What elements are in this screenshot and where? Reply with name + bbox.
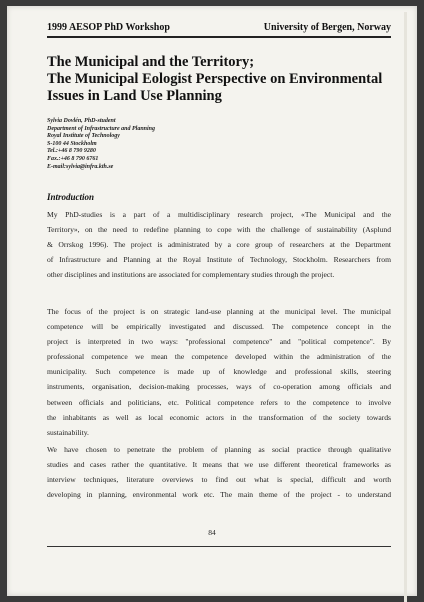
- text-line: municipality. Such competence is made up of knowledge and professional skills, steering: [47, 367, 391, 377]
- author-fax: Fax.:+46 8 790 6761: [47, 155, 99, 162]
- title-line: The Municipal Eologist Perspective on Environmental: [47, 71, 383, 87]
- text-line: competence will be empirically investigated and discussed. The competence concept in the: [47, 322, 391, 332]
- text-line: We have chosen to penetrate the problem of planning as social practice through qualitative: [47, 445, 391, 454]
- title-line: The Municipal and the Territory;: [47, 54, 255, 70]
- author-address: S-100 44 Stockholm: [47, 140, 97, 147]
- text-line: Territory», on the need to redefine planning to cope with the challenge of sustainability (Asplund: [47, 225, 391, 235]
- text-line: professional competence we mean the competence developed within the administration of the: [47, 352, 391, 362]
- paragraph-3: [47, 442, 391, 502]
- footer-rule: [47, 546, 391, 547]
- text-line: My PhD-studies is a part of a multidisciplinary research project, «The Municipal and the: [47, 210, 391, 219]
- text-line: interview techniques, literature overviews to find out what is special, difficult and worth: [47, 475, 391, 485]
- text-line: instruments, organisation, decision-making processes, ways of co-operation among officials and: [47, 382, 391, 392]
- author-tel: Tel.:+46 8 790 9280: [47, 148, 96, 155]
- author-block: [47, 118, 297, 171]
- text-line: The focus of the project is on strategic land-use planning at the municipal level. The municipal: [47, 307, 391, 316]
- author-name: Sylvia Dovlén, PhD-student: [47, 118, 116, 124]
- text-line: the inhabitants as well as local economic actors in the transformation of the society towards: [47, 412, 391, 422]
- author-department: Department of Infrastructure and Planning: [47, 125, 156, 132]
- paragraph-1: [47, 207, 391, 282]
- text-line: of Infrastructure and Planning at the Royal Institute of Technology, Stockholm. Researchers from: [47, 255, 391, 265]
- paragraph-2: [47, 304, 391, 440]
- document-page: [7, 6, 417, 596]
- page-number: 84: [208, 528, 216, 537]
- text-line: project is interpreted in two ways: "professional competence" and "political competence". By: [47, 337, 391, 347]
- text-line: between officials and politicians, etc. Political competence refers to the competence to involve: [47, 397, 391, 407]
- paper-title: [47, 54, 397, 105]
- header-rule: [47, 36, 391, 38]
- text-line: sustainability.: [47, 427, 89, 437]
- text-line: & Orrskog 1996). The project is administrated by a core group of researchers at the Department: [47, 240, 391, 250]
- page-edge: [404, 12, 407, 602]
- header-university: University of Bergen, Norway: [263, 22, 391, 33]
- author-email: E-mail:sylvia@infra.kth.se: [47, 163, 114, 170]
- text-line: other disciplines and institutions are associated for complementary studies through the project.: [47, 270, 335, 280]
- text-line: developing in planning, environmental work etc. The main theme of the project - to understand: [47, 490, 391, 500]
- title-line: Issues in Land Use Planning: [47, 88, 222, 104]
- author-institute: Royal Institute of Technology: [47, 133, 120, 140]
- text-line: studies and cases rather the quantitative. It means that we use different theoretical frameworks as: [47, 460, 391, 470]
- running-header: [47, 18, 391, 36]
- header-workshop: 1999 AESOP PhD Workshop: [47, 22, 170, 33]
- section-heading: Introduction: [47, 192, 95, 202]
